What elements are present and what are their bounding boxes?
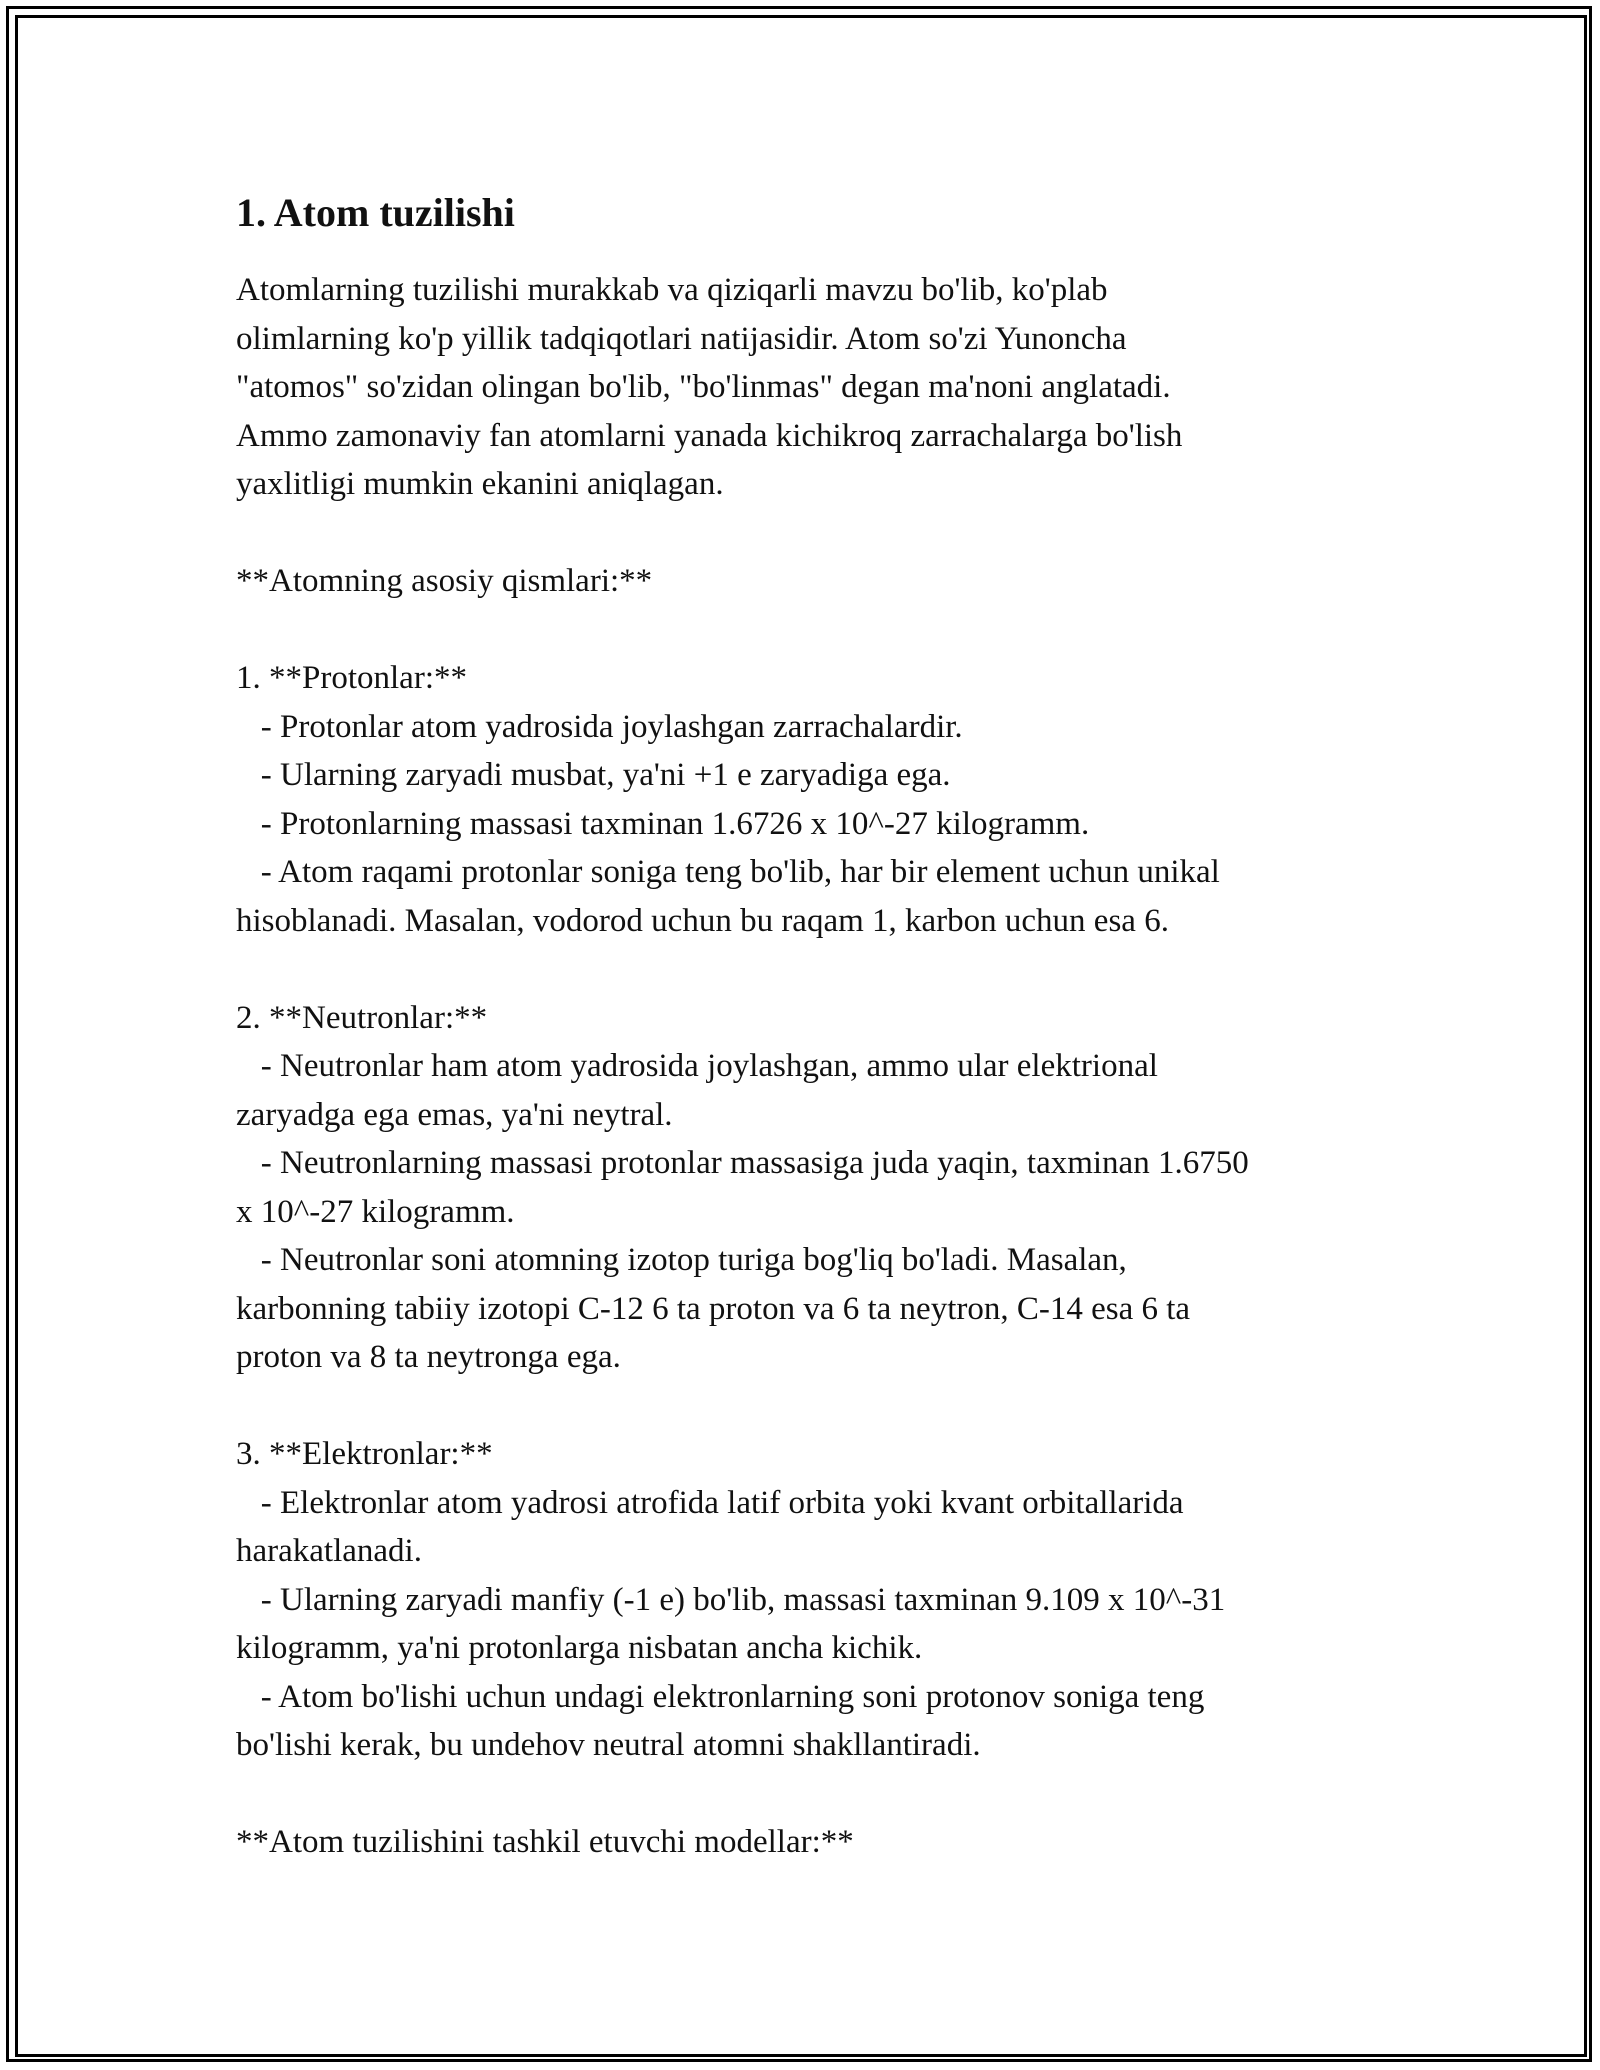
neutrons-line: - Neutronlar ham atom yadrosida joylashgan, ammo ular elektrional zaryadga ega emas, ya'ni neytral. — [236, 1048, 1158, 1133]
neutrons-line: - Neutronlar soni atomning izotop turiga bog'liq bo'ladi. Masalan, karbonning tabiiy izotopi C-12 6 ta proton va 6 ta neytron, C-14 esa 6 ta proton va 8 ta neytronga ega. — [236, 1242, 1191, 1375]
protons-line: - Protonlarning massasi taxminan 1.6726 x 10^-27 kilogramm. — [236, 805, 1090, 842]
electrons-line: - Ularning zaryadi manfiy (-1 e) bo'lib, massasi taxminan 9.109 x 10^-31 kilogramm, ya'ni protonlarga nisbatan ancha kichik. — [236, 1581, 1226, 1666]
models-heading: **Atom tuzilishini tashkil etuvchi modellar:** — [236, 1824, 854, 1860]
electrons-line: - Elektronlar atom yadrosi atrofida latif orbita yoki kvant orbitallarida harakatlanadi. — [236, 1484, 1184, 1569]
parts-heading: **Atomning asosiy qismlari:** — [236, 563, 653, 599]
electrons-line: - Atom bo'lishi uchun undagi elektronlarning soni protonov soniga teng bo'lishi kerak, bu undehov neutral atomni shakllantiradi. — [236, 1678, 1205, 1763]
spacer — [236, 945, 1366, 994]
protons-line: - Protonlar atom yadrosida joylashgan zarrachalardir. — [236, 708, 963, 745]
neutrons-title: 2. **Neutronlar:** — [236, 999, 488, 1036]
protons-line: - Ularning zaryadi musbat, ya'ni +1 e zaryadiga ega. — [236, 757, 951, 793]
spacer — [236, 509, 1366, 558]
spacer — [236, 606, 1366, 655]
electrons-title: 3. **Elektronlar:** — [236, 1436, 493, 1472]
protons-title: 1. **Protonlar:** — [236, 660, 467, 696]
intro-paragraph: Atomlarning tuzilishi murakkab va qiziqarli mavzu bo'lib, ko'plab olimlarning ko'p yillik tadqiqotlari natijasidir. Atom so'zi Yunoncha "atomos" so'zidan olingan bo'lib, "bo'linmas" degan ma'noni anglatadi. Ammo zamonaviy fan atomlarni yanada kichikroq zarrachalarga bo'lish yaxlitligi mumkin ekanini aniqlagan. — [236, 272, 1183, 502]
neutrons-line: - Neutronlarning massasi protonlar massasiga juda yaqin, taxminan 1.6750 x 10^-27 kilogramm. — [236, 1145, 1249, 1230]
protons-line: - Atom raqami protonlar soniga teng bo'lib, har bir element uchun unikal hisoblanadi. Masalan, vodorod uchun bu raqam 1, karbon uchun esa 6. — [236, 854, 1220, 939]
spacer — [236, 1770, 1366, 1819]
document-body — [236, 188, 1366, 1867]
section-heading: 1. Atom tuzilishi — [236, 190, 515, 235]
spacer — [236, 1382, 1366, 1431]
